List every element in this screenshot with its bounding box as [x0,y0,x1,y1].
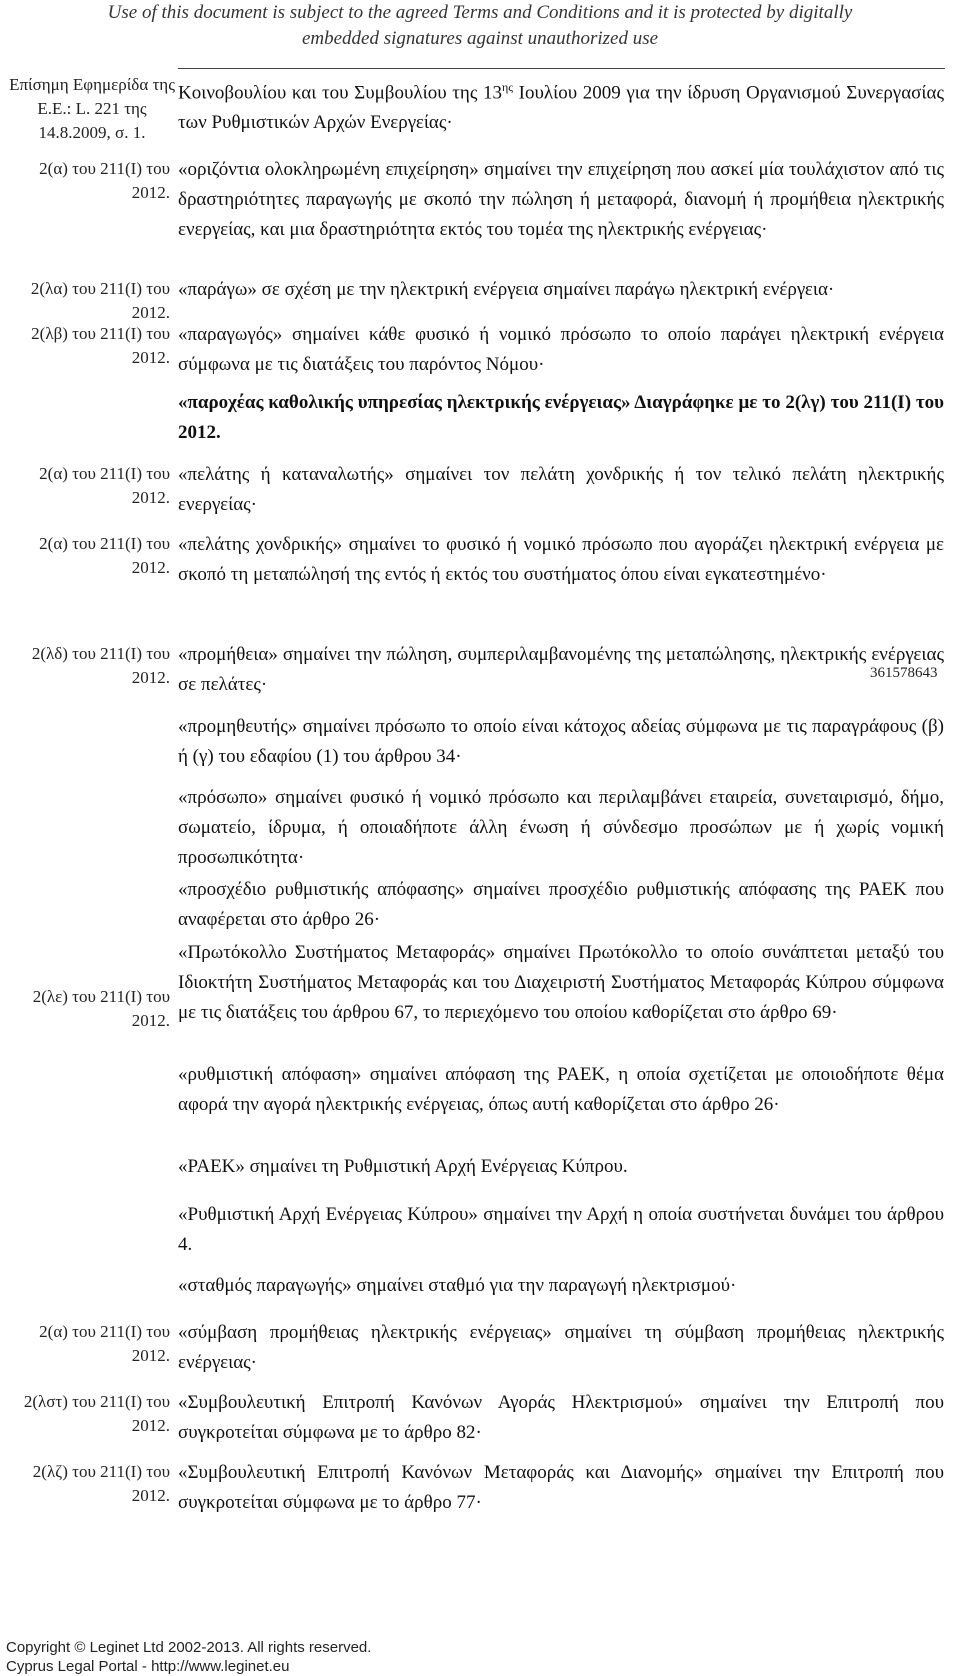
definition-text: «οριζόντια ολοκληρωμένη επιχείρηση» σημαίνει την επιχείρηση που ασκεί μία τουλάχιστον από τις δραστηριότητες παραγωγής με σκοπό την πώληση ή μεταφορά, διανομή ή προμήθεια ηλεκτρικής ενεργείας, και μια δραστηριότητα εκτός του τομέα της ηλεκτρικής ενέργειας· [178,159,944,240]
definition-text: «πελάτης ή καταναλωτής» σημαίνει τον πελάτη χονδρικής ή τον τελικό πελάτη ηλεκτρικής ενεργείας· [178,464,944,515]
amendment-reference: 2(α) του 211(Ι) του 2012. [39,464,170,507]
definition-text: «προμηθευτής» σημαίνει πρόσωπο το οποίο είναι κάτοχος αδείας σύμφωνα με τις παραγράφους (β) ή (γ) του εδαφίου (1) του άρθρου 34· [178,716,944,767]
header-divider [178,68,945,69]
amendment-reference: 2(α) του 211(Ι) του 2012. [39,1322,170,1365]
document-number: 361578643 [870,665,938,681]
definition-text: «σταθμός παραγωγής» σημαίνει σταθμό για την παραγωγή ηλεκτρισμού· [178,1275,737,1296]
definition-text: «Συμβουλευτική Επιτροπή Κανόνων Αγοράς Ηλεκτρισμού» σημαίνει την Επιτροπή που συγκροτείται σύμφωνα με το άρθρο 82· [178,1392,944,1443]
amendment-reference: 2(α) του 211(Ι) του 2012. [39,534,170,577]
amendment-reference: 2(λδ) του 211(Ι) του 2012. [31,644,170,687]
definition-text: «παράγω» σε σχέση με την ηλεκτρική ενέργεια σημαίνει παράγω ηλεκτρική ενέργεια· [178,279,835,300]
definition-text: «πελάτης χονδρικής» σημαίνει το φυσικό ή νομικό πρόσωπο που αγοράζει ηλεκτρική ενέργεια με σκοπό τη μεταπώλησή της εντός ή εκτός του συστήματος όπου είναι εγκατεστημένο· [178,534,944,585]
definition-text: «προμήθεια» σημαίνει την πώληση, συμπεριλαμβανομένης της μεταπώλησης, ηλεκτρικής ενέργειας σε πελάτες· [178,644,944,695]
definition-text: «Ρυθμιστική Αρχή Ενέργειας Κύπρου» σημαίνει την Αρχή η οποία συστήνεται δυνάμει του άρθρου 4. [178,1204,944,1255]
copyright-line: Copyright © Leginet Ltd 2002-2013. All rights reserved. [6,1639,372,1656]
protection-notice [0,0,960,52]
definition-text: «ΡΑΕΚ» σημαίνει τη Ρυθμιστική Αρχή Ενέργειας Κύπρου. [178,1156,628,1177]
copyright-footer [6,1638,371,1676]
portal-link[interactable]: Cyprus Legal Portal - http://www.leginet.eu [6,1658,290,1675]
definition-text: «παραγωγός» σημαίνει κάθε φυσικό ή νομικό πρόσωπο το οποίο παράγει ηλεκτρική ενέργεια σύμφωνα με τις διατάξεις του παρόντος Νόμου· [178,324,944,375]
definition-text: «σύμβαση προμήθειας ηλεκτρικής ενέργειας» σημαίνει τη σύμβαση προμήθειας ηλεκτρικής ενέργειας· [178,1322,944,1373]
amendment-reference: 2(λβ) του 211(Ι) του 2012. [31,324,170,367]
definition-text: «Συμβουλευτική Επιτροπή Κανόνων Μεταφοράς και Διανομής» σημαίνει την Επιτροπή που συγκροτείται σύμφωνα με το άρθρο 77· [178,1462,944,1513]
amendment-reference: 2(λζ) του 211(Ι) του 2012. [32,1462,170,1505]
definition-text: «ρυθμιστική απόφαση» σημαίνει απόφαση της ΡΑΕΚ, η οποία σχετίζεται με οποιοδήποτε θέμα αφορά την αγορά ηλεκτρικής ενέργειας, όπως αυτή καθορίζεται στο άρθρο 26· [178,1064,944,1115]
definition-text: «προσχέδιο ρυθμιστικής απόφασης» σημαίνει προσχέδιο ρυθμιστικής απόφασης της ΡΑΕΚ που αναφέρεται στο άρθρο 26· [178,879,944,930]
intro-margin-note: Επίσημη Εφημερίδα της Ε.Ε.: L. 221 της 14.8.2009, σ. 1. [9,75,175,142]
protection-notice-line-1: Use of this document is subject to the agreed Terms and Conditions and it is protected by digitally [107,2,853,23]
amendment-reference: 2(α) του 211(Ι) του 2012. [39,159,170,202]
definition-text: «Πρωτόκολλο Συστήματος Μεταφοράς» σημαίνει Πρωτόκολλο το οποίο συνάπτεται μεταξύ του Ιδιοκτήτη Συστήματος Μεταφοράς και του Διαχειριστή Συστήματος Μεταφοράς Κύπρου σύμφωνα με τις διατάξεις του άρθρου 67, το περιεχόμενο του οποίου καθορίζεται στο άρθρο 69· [178,942,944,1023]
amendment-reference: 2(λστ) του 211(Ι) του 2012. [23,1392,170,1435]
definition-text-deleted: «παροχέας καθολικής υπηρεσίας ηλεκτρικής ενέργειας» Διαγράφηκε με το 2(λγ) του 211(Ι) του 2012. [178,392,944,443]
intro-text: Κοινοβουλίου και του Συμβουλίου της $13^{\eta\varsigma}$ Ιουλίου 2009 για την ίδρυση Οργανισμού Συνεργασίας των Ρυθμιστικών Αρχών Ενεργείας· [178,80,944,134]
protection-notice-line-2: embedded signatures against unauthorized use [301,28,659,49]
amendment-reference: 2(λα) του 211(Ι) του 2012. [30,279,170,322]
amendment-reference: 2(λε) του 211(Ι) του 2012. [32,987,170,1030]
definition-text: «πρόσωπο» σημαίνει φυσικό ή νομικό πρόσωπο και περιλαμβάνει εταιρεία, συνεταιρισμό, δήμο, σωματείο, ίδρυμα, ή οποιαδήποτε άλλη ένωση ή σύνδεσμο προσώπων με ή χωρίς νομική προσωπικότητα· [178,787,944,868]
